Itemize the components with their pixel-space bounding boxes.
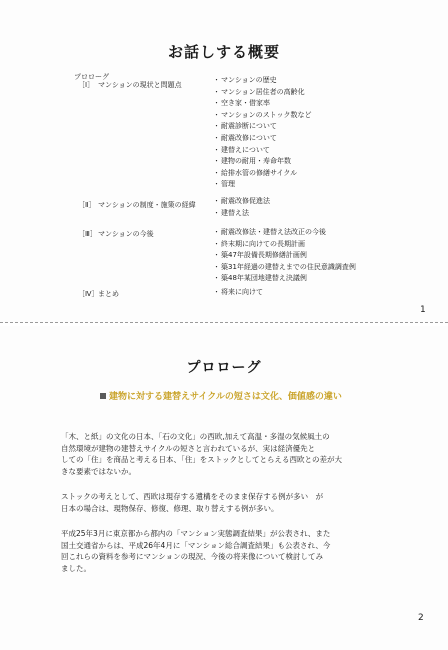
list-item: ・将来に向けて [213,288,263,296]
section-2-number: ［Ⅱ］ [78,201,96,209]
list-item: ・築31年経過の建替えまでの住民意識調査例 [213,262,356,271]
section-1-items [213,75,413,191]
paragraph-3: 平成25年3月に東京都から都内の「マンション実態調査結果」が公表され、また 国土交通省からは、平成26年4月に「マンション総合調査結果」も公表され、今 回これらの資料を参考にマンションの現況、今後の将来像について検討してみ ました。 [61,529,331,573]
page-number-1: 1 [420,305,426,315]
subtitle [100,389,380,402]
page-divider [0,322,448,323]
section-3-items [213,227,413,285]
list-item: ・空き家・借家率 [213,99,270,108]
section-3-number: ［Ⅲ］ [78,230,97,238]
list-item: ・マンションの歴史 [213,76,277,84]
section-1-label: マンションの現状と問題点 [98,81,182,89]
list-item: ・マンション居住者の高齢化 [213,87,305,96]
list-item: ・給排水管の修繕サイクル [213,168,298,177]
subtitle-text: 建物に対する建替えサイクルの短さは文化、価値感の違い [109,392,342,402]
list-item: ・建替え法 [213,208,249,217]
section-4-items [213,287,413,299]
section-3-label: マンションの今後 [98,230,154,238]
list-item: ・耐震改修法・建替え法改正の今後 [213,228,326,236]
section-4-number: ［Ⅳ］ [78,290,99,298]
section-1 [78,80,218,90]
paragraph-2: ストックの考えとして、西欧は現存する遺構をそのまま保存する例が多い が 日本の場合は、現物保存、修復、修理、取り替えする例が多い。 [61,492,324,513]
list-item: ・耐震診断について [213,122,277,131]
prologue-title: プロローグ [186,360,262,376]
prologue-label: プロローグ [74,73,109,81]
list-item: ・建替えについて [213,145,270,154]
section-1-number: ［Ⅰ］ [78,81,95,89]
section-2-label: マンションの制度・施策の経緯 [98,201,196,209]
overview-title: お話しする概要 [167,43,280,61]
section-4-label: まとめ [98,290,119,298]
list-item: ・耐震改修について [213,133,277,142]
paragraph-1: 「木、と紙」の文化の日本、「石の文化」の西欧,加えて高温・多湿の気候風土の 自然環境が建物の建替えサイクルの短さと言われているが、実は経済優先と しての「住」を商品と考える日本、「住」をストックとしてとらえる西欧との差が大 きな要素ではないか。 [61,432,343,476]
section-4 [78,289,218,299]
section-2 [78,200,218,210]
list-item: ・耐震改修促進法 [213,197,270,205]
section-2-items [213,196,413,219]
section-3 [78,229,218,239]
list-item: ・管理 [213,180,235,189]
list-item: ・建物の耐用・寿命年数 [213,157,291,166]
page-number-2: 2 [418,613,424,623]
list-item: ・終末期に向けての長期計画 [213,239,305,248]
list-item: ・築47年設備長期修繕計画例 [213,251,307,260]
list-item: ・マンションのストック数など [213,110,312,119]
square-bullet-icon [100,393,106,399]
list-item: ・築48年某団地建替え決議例 [213,274,307,283]
